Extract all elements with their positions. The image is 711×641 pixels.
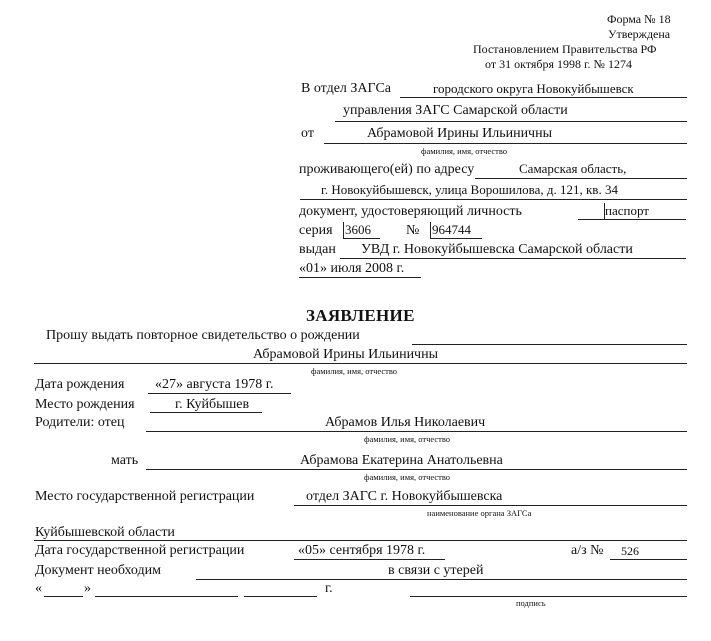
resolution-label: Постановлением Правительства РФ [473, 42, 657, 56]
address-underline-2 [300, 199, 687, 200]
issued-value: УВД г. Новокуйбышевска Самарской области [361, 242, 633, 257]
series-underline [343, 238, 380, 239]
doc-needed-label: Документ необходим [35, 563, 161, 578]
reg-place-caption: наименование органа ЗАГСа [427, 508, 532, 518]
father-underline [146, 431, 687, 432]
issued-date-underline [299, 277, 421, 278]
from-label: от [301, 126, 314, 141]
sign-year-suffix: г. [325, 581, 333, 596]
father-name: Абрамов Илья Николаевич [325, 415, 486, 430]
pob-label: Место рождения [35, 397, 135, 412]
person-name: Абрамовой Ирины Ильиничны [253, 347, 439, 362]
record-underline [610, 559, 687, 560]
reg-date-value: «05» сентября 1978 г. [298, 543, 426, 558]
reg-place-label: Место государственной регистрации [35, 489, 255, 504]
address-line-1: Самарская область, [519, 161, 627, 176]
sign-date-close-quote: » [84, 581, 91, 596]
dob-underline [148, 393, 291, 394]
record-value: 526 [621, 544, 639, 558]
doc-needed-underline [196, 579, 687, 580]
number-label: № [406, 223, 420, 238]
signature-caption: подпись [516, 598, 546, 608]
to-value-2: управления ЗАГС Самарской области [343, 103, 568, 118]
resolution-date: от 31 октября 1998 г. № 1274 [485, 57, 633, 71]
doc-needed-value: в связи с утерей [388, 563, 484, 578]
person-name-underline [34, 363, 687, 364]
person-name-caption: фамилия, имя, отчество [311, 366, 398, 376]
issued-underline [340, 258, 686, 259]
reg-place-value-2: Куйбышевской области [35, 525, 175, 540]
mother-name: Абрамова Екатерина Анатольевна [300, 453, 503, 468]
parents-label: Родители: отец [35, 415, 125, 430]
statement-title: ЗАЯВЛЕНИЕ [306, 306, 415, 325]
series-separator [343, 222, 344, 239]
from-caption: фамилия, имя, отчество [421, 146, 508, 156]
record-label: а/з № [571, 543, 604, 558]
to-value-1: городского округа Новокуйбышевск [433, 81, 634, 96]
series-value: 3606 [345, 222, 371, 237]
signature-line [410, 596, 687, 597]
sign-year-line [244, 596, 317, 597]
sign-month-line [95, 596, 238, 597]
dob-value: «27» августа 1978 г. [155, 377, 274, 392]
id-doc-separator [604, 203, 605, 220]
number-separator [430, 222, 431, 239]
to-underline-1 [400, 97, 687, 98]
residing-label: проживающего(ей) по адресу [299, 162, 475, 177]
from-underline [324, 143, 687, 144]
sign-day-line [44, 596, 83, 597]
to-label: В отдел ЗАГСа [301, 81, 391, 96]
reg-date-underline [294, 559, 445, 560]
reg-date-label: Дата государственной регистрации [35, 543, 245, 558]
request-underline [412, 344, 687, 345]
dob-label: Дата рождения [35, 377, 125, 392]
to-underline-2 [335, 121, 687, 122]
reg-place-value: отдел ЗАГС г. Новокуйбышевска [306, 489, 503, 504]
id-doc-underline [578, 219, 686, 220]
issued-date: «01» июля 2008 г. [299, 261, 405, 276]
issued-label: выдан [299, 242, 336, 257]
father-caption: фамилия, имя, отчество [364, 434, 451, 444]
pob-value: г. Куйбышев [175, 397, 250, 412]
approved-label: Утверждена [608, 27, 671, 41]
applicant-name: Абрамовой Ирины Ильиничны [367, 126, 553, 141]
id-doc-label: документ, удостоверяющий личность [299, 204, 522, 219]
form-number: Форма № 18 [607, 12, 671, 26]
pob-underline [150, 412, 262, 413]
series-label: серия [299, 223, 333, 238]
id-doc-value: паспорт [605, 203, 649, 218]
sign-date-open-quote: « [35, 581, 42, 596]
number-value: 964744 [432, 222, 471, 237]
mother-label: мать [111, 453, 139, 468]
reg-place-underline [294, 505, 687, 506]
address-line-2: г. Новокуйбышевск, улица Ворошилова, д. 121, кв. 34 [321, 182, 618, 197]
request-text: Прошу выдать повторное свидетельство о рождении [46, 328, 360, 343]
number-underline [430, 238, 482, 239]
mother-underline [146, 469, 687, 470]
address-underline-1 [475, 178, 687, 179]
mother-caption: фамилия, имя, отчество [364, 472, 451, 482]
reg-place-underline-2 [34, 540, 687, 541]
